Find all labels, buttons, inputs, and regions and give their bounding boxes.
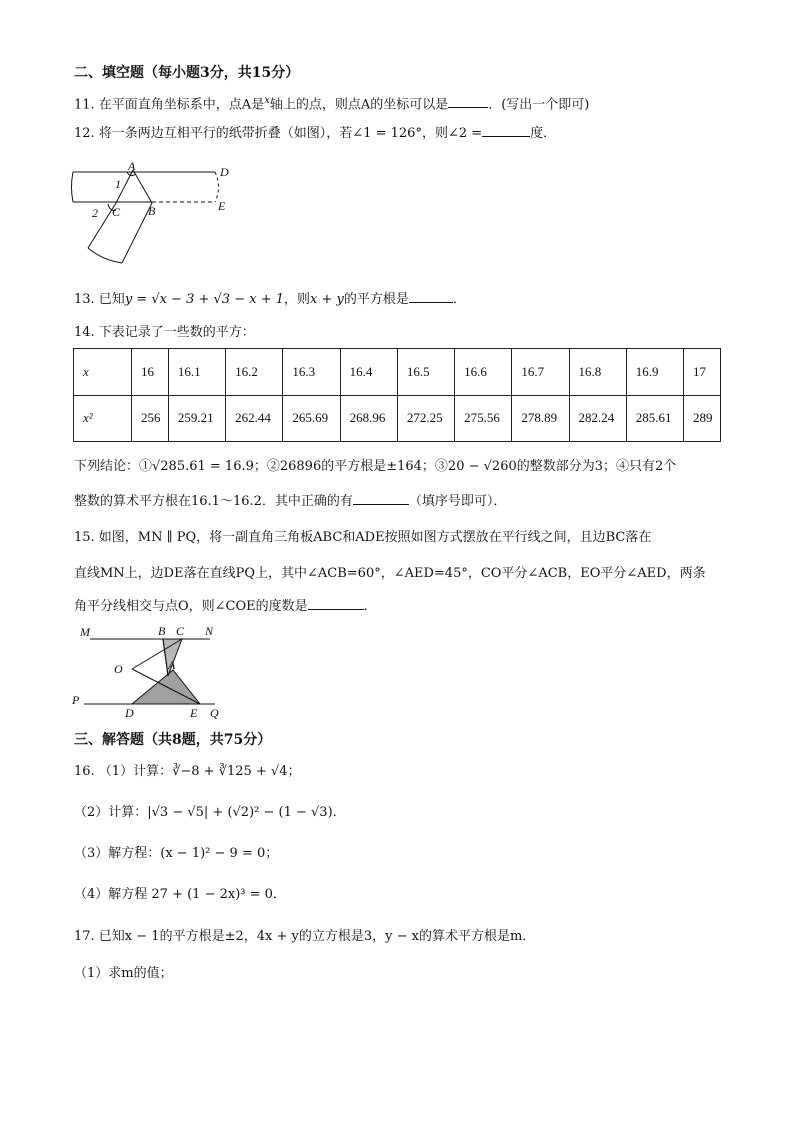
answer-blank-12[interactable]: [482, 124, 530, 137]
label-M: M: [80, 625, 90, 639]
table-cell: 282.24: [569, 395, 626, 442]
table-cell: 16.5: [397, 349, 454, 396]
table-cell: 285.61: [626, 395, 683, 442]
table-header-x-squared: x²: [74, 395, 132, 442]
question-16-part-1: 16. （1）计算：∛−8 + ∛125 + √4；: [74, 764, 301, 779]
label-P: P: [72, 693, 80, 707]
question-13: 13. 已知y = √x − 3 + √3 − x + 1，则x + y的平方根是 ．: [74, 292, 466, 307]
question-16-part-4: （4）解方程 27 + (1 − 2x)³ = 0．: [74, 887, 286, 902]
label-A: A: [128, 159, 136, 173]
label-E: E: [190, 706, 198, 720]
table-cell: 259.21: [168, 395, 225, 442]
section2-heading: 二、填空题（每小题3分，共15分）: [74, 65, 300, 81]
answer-blank-13[interactable]: [409, 290, 453, 303]
label-A: A: [168, 658, 176, 672]
question-12: 12. 将一条两边互相平行的纸带折叠（如图），若∠1 = 126°，则∠2 = 度．: [74, 126, 557, 141]
squares-table: [73, 348, 721, 442]
question-11: 11. 在平面直角坐标系中，点A是$^x$轴上的点，则点A的坐标可以是 ．(写出一个即可): [74, 95, 590, 113]
table-cell: 16.3: [283, 349, 340, 396]
question-14-intro: 14. 下表记录了一些数的平方：: [74, 325, 255, 340]
label-1: 1: [115, 177, 121, 191]
label-2: 2: [92, 206, 98, 220]
label-O: O: [114, 662, 123, 676]
question-15-line-2: 直线MN上，边DE落在直线PQ上，其中∠ACB=60°，∠AED=45°，CO平分∠ACB，EO平分∠AED，两条: [74, 566, 706, 581]
table-cell: 16.8: [569, 349, 626, 396]
table-cell: 268.96: [340, 395, 397, 442]
answer-blank-15[interactable]: [308, 597, 364, 610]
label-D: D: [125, 706, 134, 720]
question-16-part-2: （2）计算：|√3 − √5| + (√2)² − (1 − √3)．: [74, 805, 346, 820]
label-B: B: [148, 204, 156, 218]
triangles-figure: [70, 624, 240, 724]
table-cell: 16.2: [226, 349, 283, 396]
question-17-part-1: （1）求m的值；: [74, 966, 173, 981]
question-14-conclusions: 下列结论：①√285.61 = 16.9；②26896的平方根是±164；③20 − √260的整数部分为3；④只有2个: [74, 459, 677, 474]
question-17: 17. 已知x − 1的平方根是±2，4x + y的立方根是3，y − x的算术平方根是m．: [74, 929, 536, 944]
table-cell: 289: [684, 395, 721, 442]
label-Q: Q: [210, 706, 219, 720]
paper-strip-figure: [70, 160, 240, 270]
table-cell: 16.9: [626, 349, 683, 396]
answer-blank-11[interactable]: [448, 95, 488, 108]
table-cell: 16.7: [512, 349, 569, 396]
section3-heading: 三、解答题（共8题，共75分）: [74, 732, 272, 748]
table-row: [74, 395, 721, 442]
answer-blank-14[interactable]: [353, 492, 409, 505]
table-cell: 16.1: [168, 349, 225, 396]
table-header-x: x: [74, 349, 132, 396]
question-14-conclusions-2: 整数的算术平方根在16.1～16.2．其中正确的有 （填序号即可）．: [74, 494, 507, 509]
table-cell: 272.25: [397, 395, 454, 442]
label-C: C: [176, 624, 185, 638]
question-15-line-3: 角平分线相交与点O，则∠COE的度数是 ．: [74, 599, 377, 614]
label-D: D: [220, 165, 229, 179]
table-cell: 262.44: [226, 395, 283, 442]
question-15-line-1: 15. 如图，MN ∥ PQ，将一副直角三角板ABC和ADE按照如图方式摆放在平行线之间，且边BC落在: [74, 530, 652, 545]
label-N: N: [205, 624, 214, 638]
label-C: C: [112, 205, 121, 219]
table-cell: 265.69: [283, 395, 340, 442]
table-cell: 17: [684, 349, 721, 396]
table-cell: 275.56: [455, 395, 512, 442]
question-16-part-3: （3）解方程：(x − 1)² − 9 = 0；: [74, 846, 279, 861]
label-E: E: [218, 199, 226, 213]
label-B: B: [158, 624, 166, 638]
table-cell: 278.89: [512, 395, 569, 442]
table-cell: 16.4: [340, 349, 397, 396]
table-cell: 16: [132, 349, 169, 396]
table-cell: 256: [132, 395, 169, 442]
formula-13: y = √x − 3 + √3 − x + 1: [124, 292, 284, 307]
table-row: [74, 349, 721, 396]
table-cell: 16.6: [455, 349, 512, 396]
